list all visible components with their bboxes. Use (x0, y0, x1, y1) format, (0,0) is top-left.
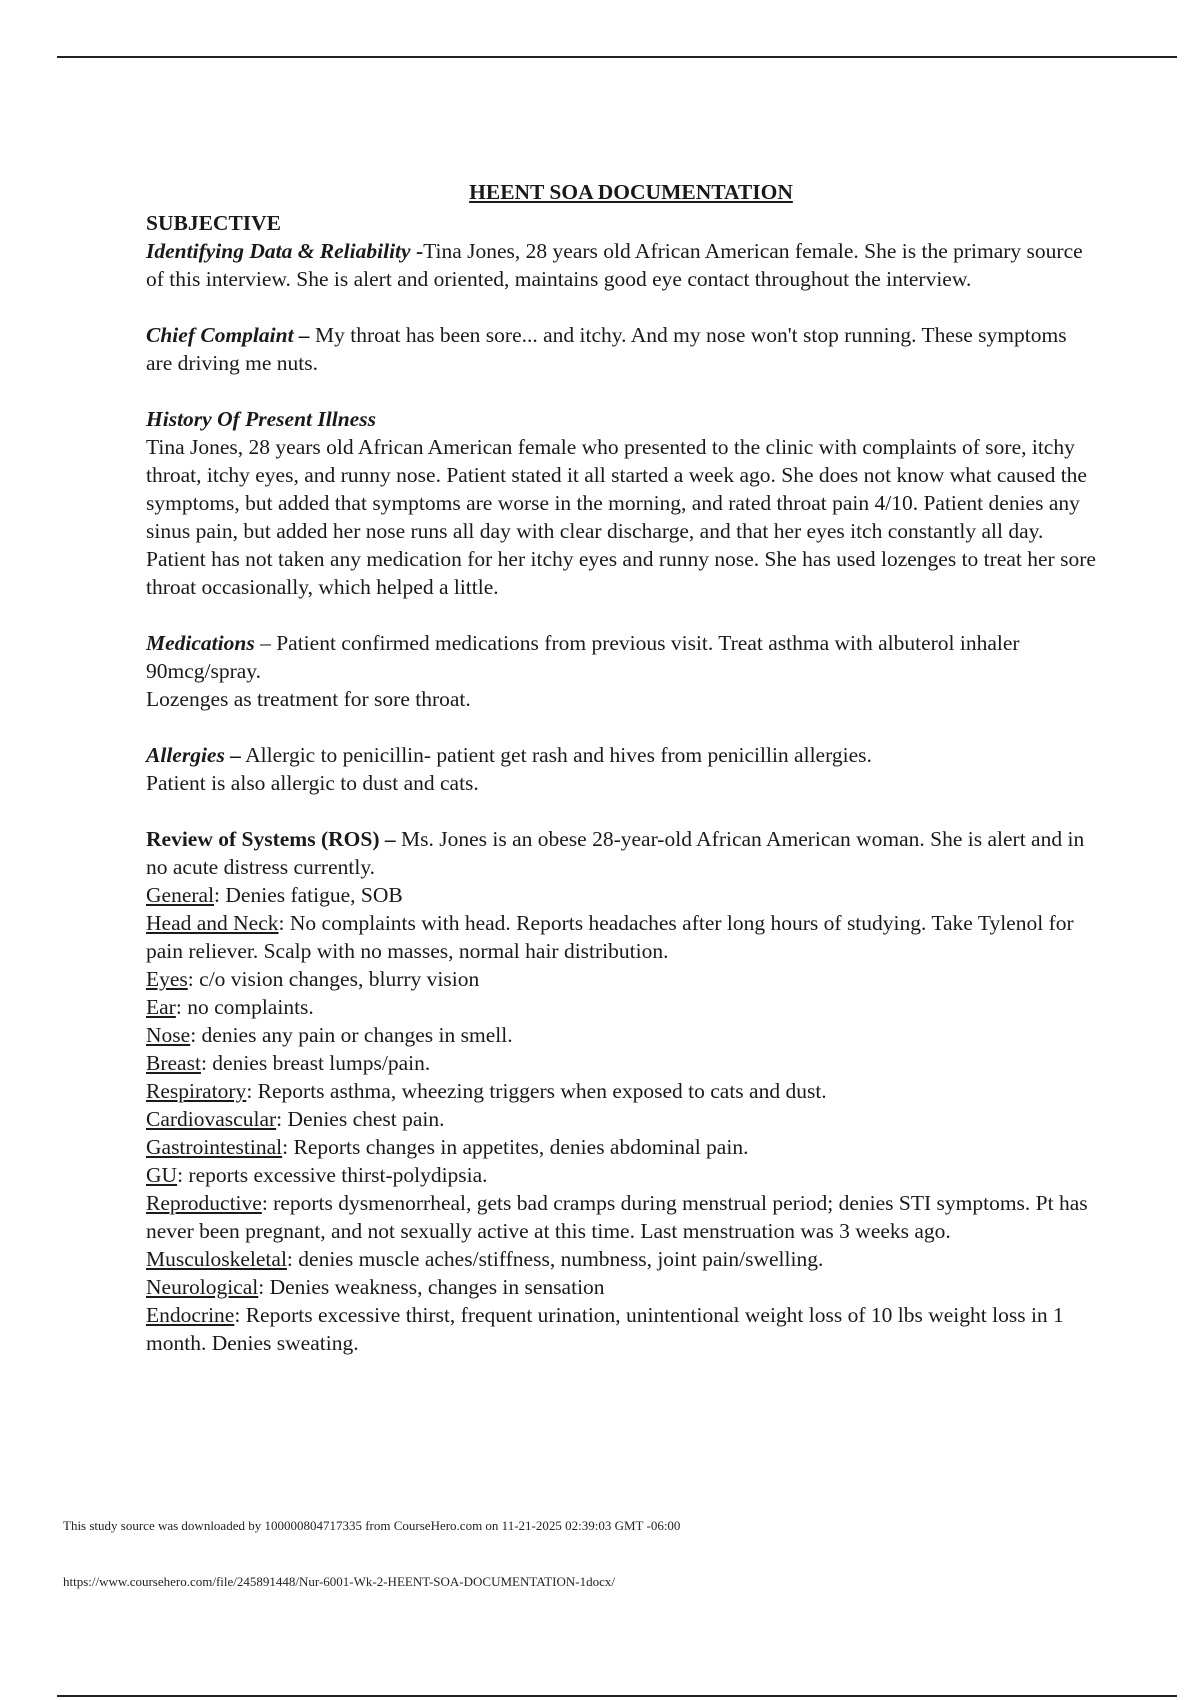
allergies-text: Allergic to penicillin- patient get rash and hives from penicillin allergies. (240, 743, 872, 767)
top-divider (57, 56, 1177, 58)
ros-item-text: : No complaints with head. Reports headaches after long hours of studying. Take Tylenol for pain reliever. Scalp with no masses, normal hair distribution. (146, 911, 1074, 963)
ros-item-respiratory (146, 1077, 1096, 1105)
ros-item-text: : no complaints. (175, 995, 314, 1019)
ros-item-label: Breast (146, 1051, 201, 1075)
medications-text-2: Lozenges as treatment for sore throat. (146, 687, 471, 711)
ros-item-label: Head and Neck (146, 911, 279, 935)
ros-item-ear (146, 993, 1096, 1021)
ros-item-label: Musculoskeletal (146, 1247, 287, 1271)
ros-item-reproductive (146, 1189, 1096, 1245)
ros-item-endocrine (146, 1301, 1096, 1357)
hpi-text: Tina Jones, 28 years old African American female who presented to the clinic with complaints of sore, itchy throat, itchy eyes, and runny nose. Patient stated it all started a week ago. She does not know what caused the symptoms, but added that symptoms are worse in the morning, and rated throat pain 4/10. Patient denies any sinus pain, but added her nose runs all day with clear discharge, and that her eyes itch constantly all day. Patient has not taken any medication for her itchy eyes and runny nose. She has used lozenges to treat her sore throat occasionally, which helped a little. (146, 435, 1096, 599)
ros-item-head-neck (146, 909, 1096, 965)
allergies-text-2: Patient is also allergic to dust and cats. (146, 771, 479, 795)
ros-item-label: Neurological (146, 1275, 259, 1299)
medications-label: Medications (146, 631, 255, 655)
medications-text: – Patient confirmed medications from previous visit. Treat asthma with albuterol inhaler 90mcg/spray. (146, 631, 1020, 683)
spacer (146, 797, 1096, 825)
ros-item-label: Cardiovascular (146, 1107, 277, 1131)
ros-item-label: General (146, 883, 215, 907)
source-url[interactable]: https://www.coursehero.com/file/245891448/Nur-6001-Wk-2-HEENT-SOA-DOCUMENTATION-1docx/ (63, 1574, 615, 1589)
ros-item-neurological (146, 1273, 1096, 1301)
identifying-data-separator: - (410, 239, 424, 263)
ros-item-text: : reports dysmenorrheal, gets bad cramps during menstrual period; denies STI symptoms. Pt has never been pregnant, and not sexually active at this time. Last menstruation was 3 weeks ago. (146, 1191, 1088, 1243)
spacer (146, 601, 1096, 629)
ros-label: Review of Systems (ROS) – (146, 827, 396, 851)
ros-text: Ms. Jones is an obese 28-year-old African American woman. She is alert and in no acute distress currently. (146, 827, 1085, 879)
ros-item-text: : Reports excessive thirst, frequent urination, unintentional weight loss of 10 lbs weight loss in 1 month. Denies sweating. (146, 1303, 1064, 1355)
chief-complaint-label: Chief Complaint – (146, 323, 310, 347)
ros-item-label: Eyes (146, 967, 188, 991)
allergies-label: Allergies – (146, 743, 241, 767)
ros-item-label: Nose (146, 1023, 191, 1047)
ros-item-musculoskeletal (146, 1245, 1096, 1273)
ros-item-breast (146, 1049, 1096, 1077)
spacer (146, 713, 1096, 741)
allergies-paragraph (146, 741, 1096, 769)
ros-item-text: : Reports asthma, wheezing triggers when exposed to cats and dust. (246, 1079, 827, 1103)
ros-item-text: : denies any pain or changes in smell. (190, 1023, 513, 1047)
ros-item-gu (146, 1161, 1096, 1189)
ros-item-text: : reports excessive thirst-polydipsia. (177, 1163, 488, 1187)
bottom-divider (57, 1695, 1177, 1697)
document-title: HEENT SOA DOCUMENTATION (469, 180, 793, 204)
identifying-data-paragraph (146, 237, 1096, 293)
download-notice: This study source was downloaded by 100000804717335 from CourseHero.com on 11-21-2025 02:39:03 GMT -06:00 (63, 1518, 681, 1533)
spacer (146, 377, 1096, 405)
document-body (146, 178, 1096, 1357)
hpi-label: History Of Present Illness (146, 407, 376, 431)
chief-complaint-text: My throat has been sore... and itchy. And my nose won't stop running. These symptoms are driving me nuts. (146, 323, 1067, 375)
spacer (146, 293, 1096, 321)
section-subjective-heading: SUBJECTIVE (146, 211, 282, 235)
ros-item-cardiovascular (146, 1105, 1096, 1133)
identifying-data-text: Tina Jones, 28 years old African American female. She is the primary source of this interview. She is alert and oriented, maintains good eye contact throughout the interview. (146, 239, 1083, 291)
ros-item-label: Endocrine (146, 1303, 235, 1327)
ros-item-text: : Denies fatigue, SOB (214, 883, 403, 907)
ros-item-label: Ear (146, 995, 176, 1019)
medications-paragraph (146, 629, 1096, 685)
ros-item-label: Reproductive (146, 1191, 262, 1215)
ros-item-text: : Denies chest pain. (276, 1107, 445, 1131)
ros-item-text: : denies muscle aches/stiffness, numbness, joint pain/swelling. (286, 1247, 824, 1271)
ros-item-text: : denies breast lumps/pain. (200, 1051, 431, 1075)
ros-item-nose (146, 1021, 1096, 1049)
ros-paragraph (146, 825, 1096, 881)
ros-item-text: : Reports changes in appetites, denies abdominal pain. (282, 1135, 749, 1159)
identifying-data-label: Identifying Data & Reliability (146, 239, 411, 263)
ros-item-text: : Denies weakness, changes in sensation (258, 1275, 605, 1299)
ros-item-general (146, 881, 1096, 909)
ros-item-eyes (146, 965, 1096, 993)
chief-complaint-paragraph (146, 321, 1096, 377)
ros-item-label: GU (146, 1163, 178, 1187)
ros-item-label: Gastrointestinal (146, 1135, 283, 1159)
ros-item-text: : c/o vision changes, blurry vision (187, 967, 480, 991)
ros-item-gastrointestinal (146, 1133, 1096, 1161)
ros-item-label: Respiratory (146, 1079, 247, 1103)
